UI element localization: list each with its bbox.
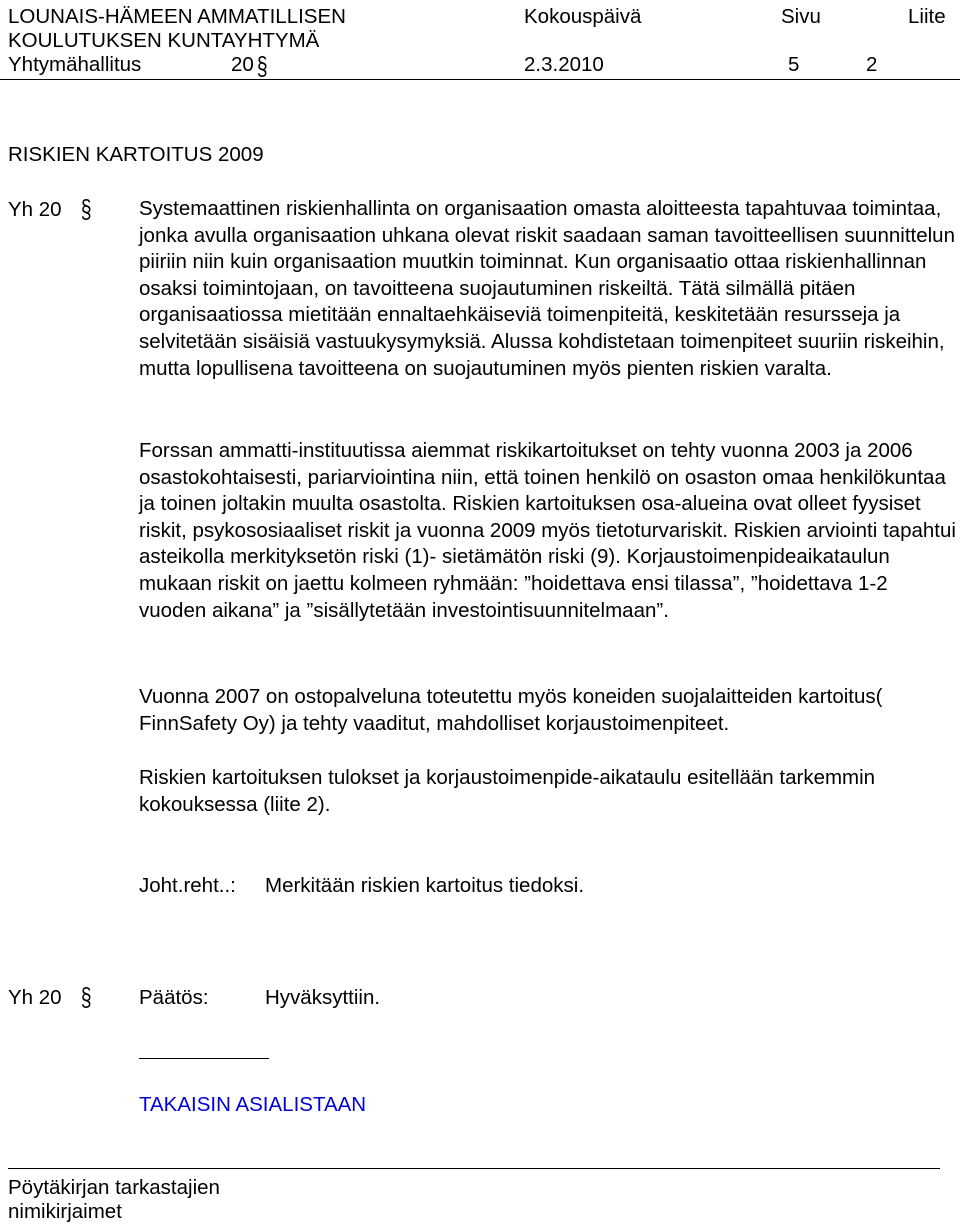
page-number: 5 (788, 53, 800, 76)
paragraph-4 (139, 765, 957, 818)
item-section-sign: § (80, 194, 92, 224)
paragraph-3-text: Vuonna 2007 on ostopalveluna toteutettu myös koneiden suojalaitteiden kartoitus( FinnSafety Oy) ja tehty vaaditut, mahdolliset korjaustoimenpiteet. (139, 685, 883, 735)
proposal-label: Joht.reht..: (139, 874, 236, 897)
footer-divider (8, 1168, 940, 1169)
appendix-label: Liite (908, 5, 946, 28)
section-sign: § (256, 51, 268, 81)
paragraph-4-text: Riskien kartoituksen tulokset ja korjaustoimenpide-aikataulu esitellään tarkemmin kokouksessa (liite 2). (139, 766, 876, 816)
item-reference: Yh 20 (8, 198, 62, 221)
paragraph-2-text: Forssan ammatti-instituutissa aiemmat riskikartoitukset on tehty vuonna 2003 ja 2006 osastokohtaisesti, pariarviointina niin, että toinen henkilö on osaston omaa henkilökuntaa ja toinen joltakin muulta osastolta. Riskien kartoituksen osa-alueina ovat olleet fyysiset riskit, psykososiaaliset riskit ja vuonna 2009 myös tietoturvariskit. Riskien arviointi tapahtui asteikolla merkityksetön riski (1)- sietämätön riski (9). Korjaustoimenpideaikataulun mukaan riskit on jaettu kolmeen ryhmään: ”hoidettava ensi tilassa”, ”hoidettava 1-2 vuoden aikana” ja ”sisällytetään investointisuunnitelmaan”. (139, 439, 956, 622)
decision-label: Päätös: (139, 986, 209, 1009)
meeting-date-label: Kokouspäivä (524, 5, 642, 28)
section-number: 20 (231, 53, 254, 76)
paragraph-1-text: Systemaattinen riskienhallinta on organisaation omasta aloitteesta tapahtuvaa toimintaa, jonka avulla organisaation uhkana olevat riskit saadaan saman tavoitteellisen suunnittelun piiriin niin kuin organisaation muutkin toiminnat. Kun organisaatio ottaa riskienhallinnan osaksi toimintojaan, on tavoitteena suojautuminen riskeiltä. Tätä silmällä pitäen organisaatiossa mietitään ennaltaehkäiseviä toimenpiteitä, keskitetään resursseja ja selvitetään sisäisiä vastuukysymyksiä. Alussa kohdistetaan toimenpiteet suuriin riskeihin, mutta lopullisena tavoitteena on suojautuminen myös pienten riskien varalta. (139, 197, 955, 380)
meeting-date: 2.3.2010 (524, 53, 604, 76)
page-label: Sivu (781, 5, 821, 28)
org-name-line1: LOUNAIS-HÄMEEN AMMATILLISEN (8, 5, 346, 28)
decision-text: Hyväksyttiin. (265, 986, 381, 1009)
body-name: Yhtymähallitus (8, 53, 142, 76)
agenda-item-title: RISKIEN KARTOITUS 2009 (8, 143, 264, 166)
paragraph-1 (139, 196, 957, 382)
decision-reference: Yh 20 (8, 986, 62, 1009)
decision-section-sign: § (80, 982, 92, 1012)
proposal-text: Merkitään riskien kartoitus tiedoksi. (265, 874, 585, 897)
paragraph-2 (139, 438, 957, 624)
org-name-line2: KOULUTUKSEN KUNTAYHTYMÄ (8, 29, 320, 52)
header-divider (0, 79, 960, 80)
paragraph-3 (139, 684, 957, 737)
back-to-agenda-link[interactable]: TAKAISIN ASIALISTAAN (139, 1093, 367, 1116)
footer-label-line2: nimikirjaimet (8, 1200, 122, 1223)
appendix-number: 2 (866, 53, 878, 76)
footer-label-line1: Pöytäkirjan tarkastajien (8, 1176, 220, 1199)
signature-rule (139, 1058, 269, 1059)
